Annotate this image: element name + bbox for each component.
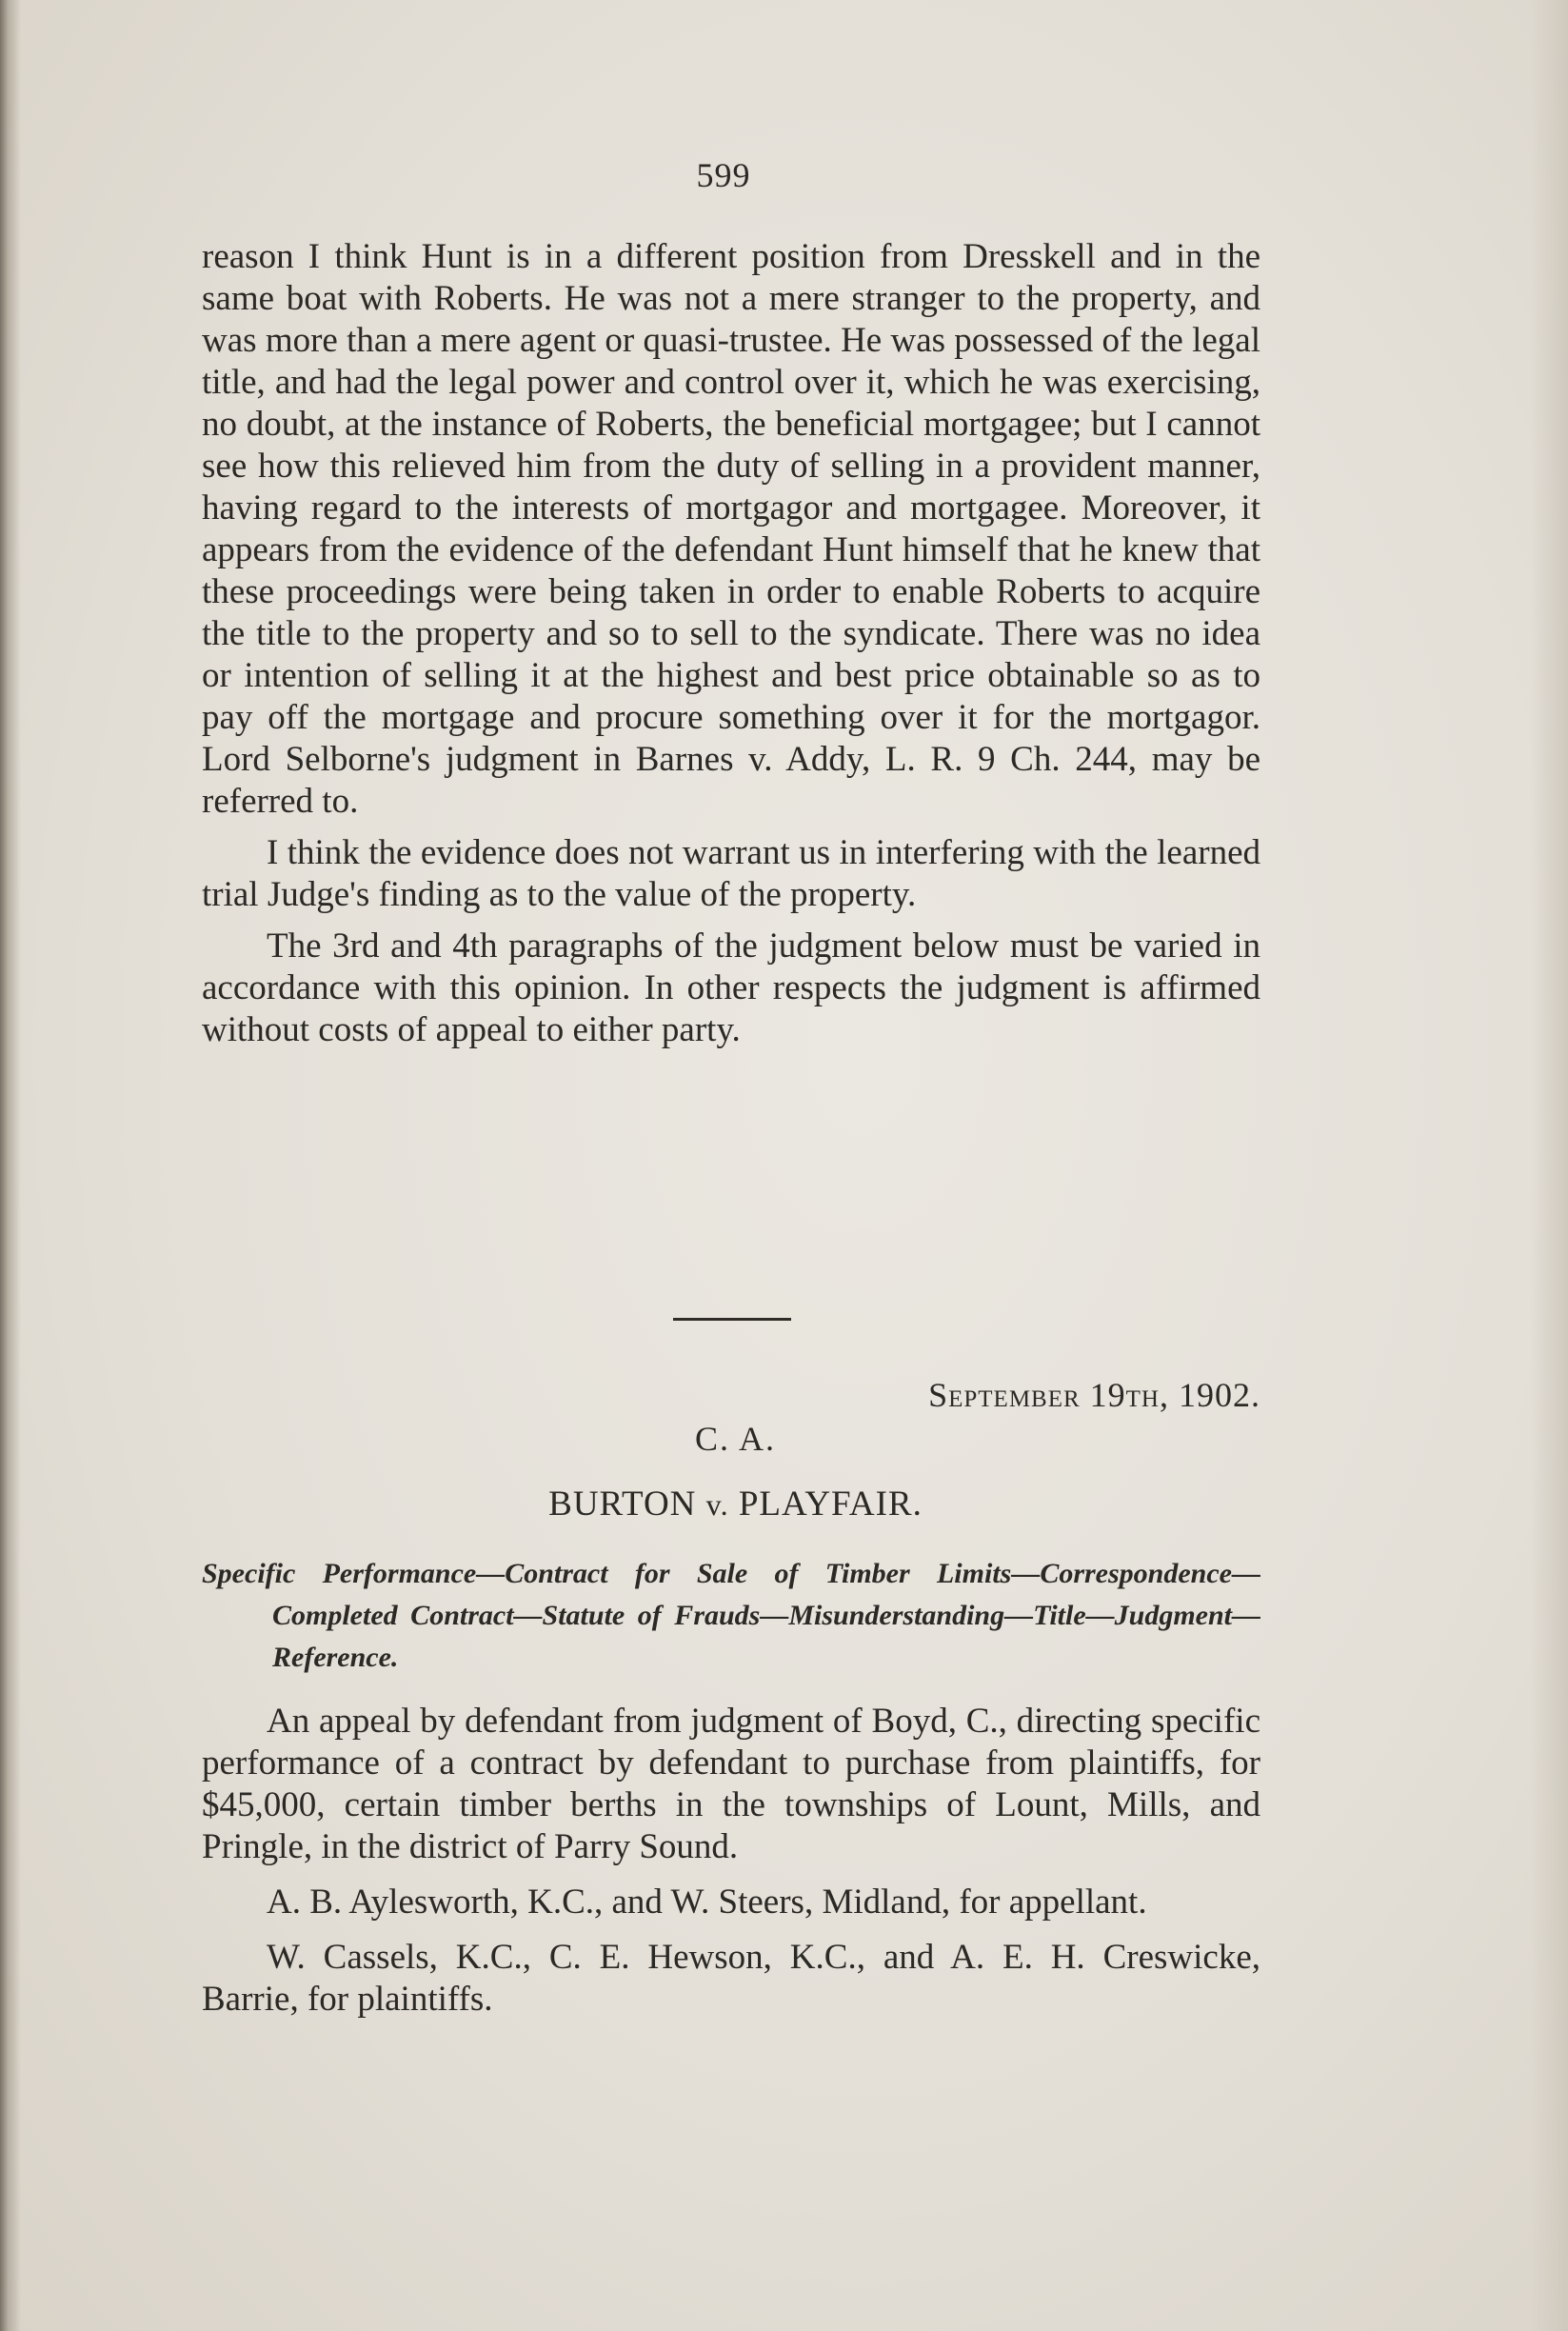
page-binding-shadow xyxy=(0,0,21,2331)
case-title xyxy=(0,1484,1471,1524)
case-text xyxy=(202,1701,1260,2021)
page-edge-shadow xyxy=(1530,0,1568,2331)
paragraph-disposition: The 3rd and 4th paragraphs of the judgment below must be varied in accordance with this opinion. In other respects the judgment is affirmed without costs of appeal to either party. xyxy=(202,926,1260,1049)
case-defendant: PLAYFAIR. xyxy=(738,1484,923,1524)
paragraph-counsel-plaintiffs: W. Cassels, K.C., C. E. Hewson, K.C., and A. E. H. Creswicke, Barrie, for plaintiffs. xyxy=(202,1938,1260,2019)
paragraph-counsel-appellant: A. B. Aylesworth, K.C., and W. Steers, Midland, for appellant. xyxy=(267,1883,1147,1922)
headnote xyxy=(202,1553,1260,1679)
court-abbreviation: C. A. xyxy=(694,1420,777,1458)
paragraph-appeal: An appeal by defendant from judgment of Boyd, C., directing specific performance of a contract by defendant to purchase from plaintiffs, for $45,000, certain timber berths in the townships of Lount, Mills, and Pringle, in the district of Parry Sound. xyxy=(202,1702,1260,1866)
decision-date: September 19th, 1902. xyxy=(928,1376,1260,1414)
case-versus: v. xyxy=(705,1487,729,1522)
headnote-text: Specific Performance—Contract for Sale of Timber Limits—Correspondence—Completed Contract—Statute of Frauds—Misunderstanding—Title—Judgment—Reference. xyxy=(202,1558,1260,1673)
opinion-text xyxy=(202,236,1260,1051)
section-divider xyxy=(673,1318,791,1321)
paragraph-continuation: reason I think Hunt is in a different position from Dresskell and in the same boat with Roberts. He was not a mere stranger to the property, and was more than a mere agent or quasi-trustee. He was possessed of the legal title, and had the legal power and control over it, which he was exercising, no doubt, at the instance of Roberts, the beneficial mortgagee; but I cannot see how this relieved him from the duty of selling in a provident manner, having regard to the interests of mortgagor and mortgagee. Moreover, it appears from the evidence of the defendant Hunt himself that he knew that these proceedings were being taken in order to enable Roberts to acquire the title to the property and so to sell to the syndicate. There was no idea or intention of selling it at the highest and best price obtainable so as to pay off the mortgage and procure something over it for the mortgagor. Lord Selborne's judgment in Barnes v. Addy, L. R. 9 Ch. 244, may be referred to. xyxy=(202,237,1260,821)
case-plaintiff: BURTON xyxy=(548,1484,697,1524)
paragraph-evidence: I think the evidence does not warrant us in interfering with the learned trial Judge's finding as to the value of the property. xyxy=(202,833,1260,914)
page-number: 599 xyxy=(696,156,751,194)
